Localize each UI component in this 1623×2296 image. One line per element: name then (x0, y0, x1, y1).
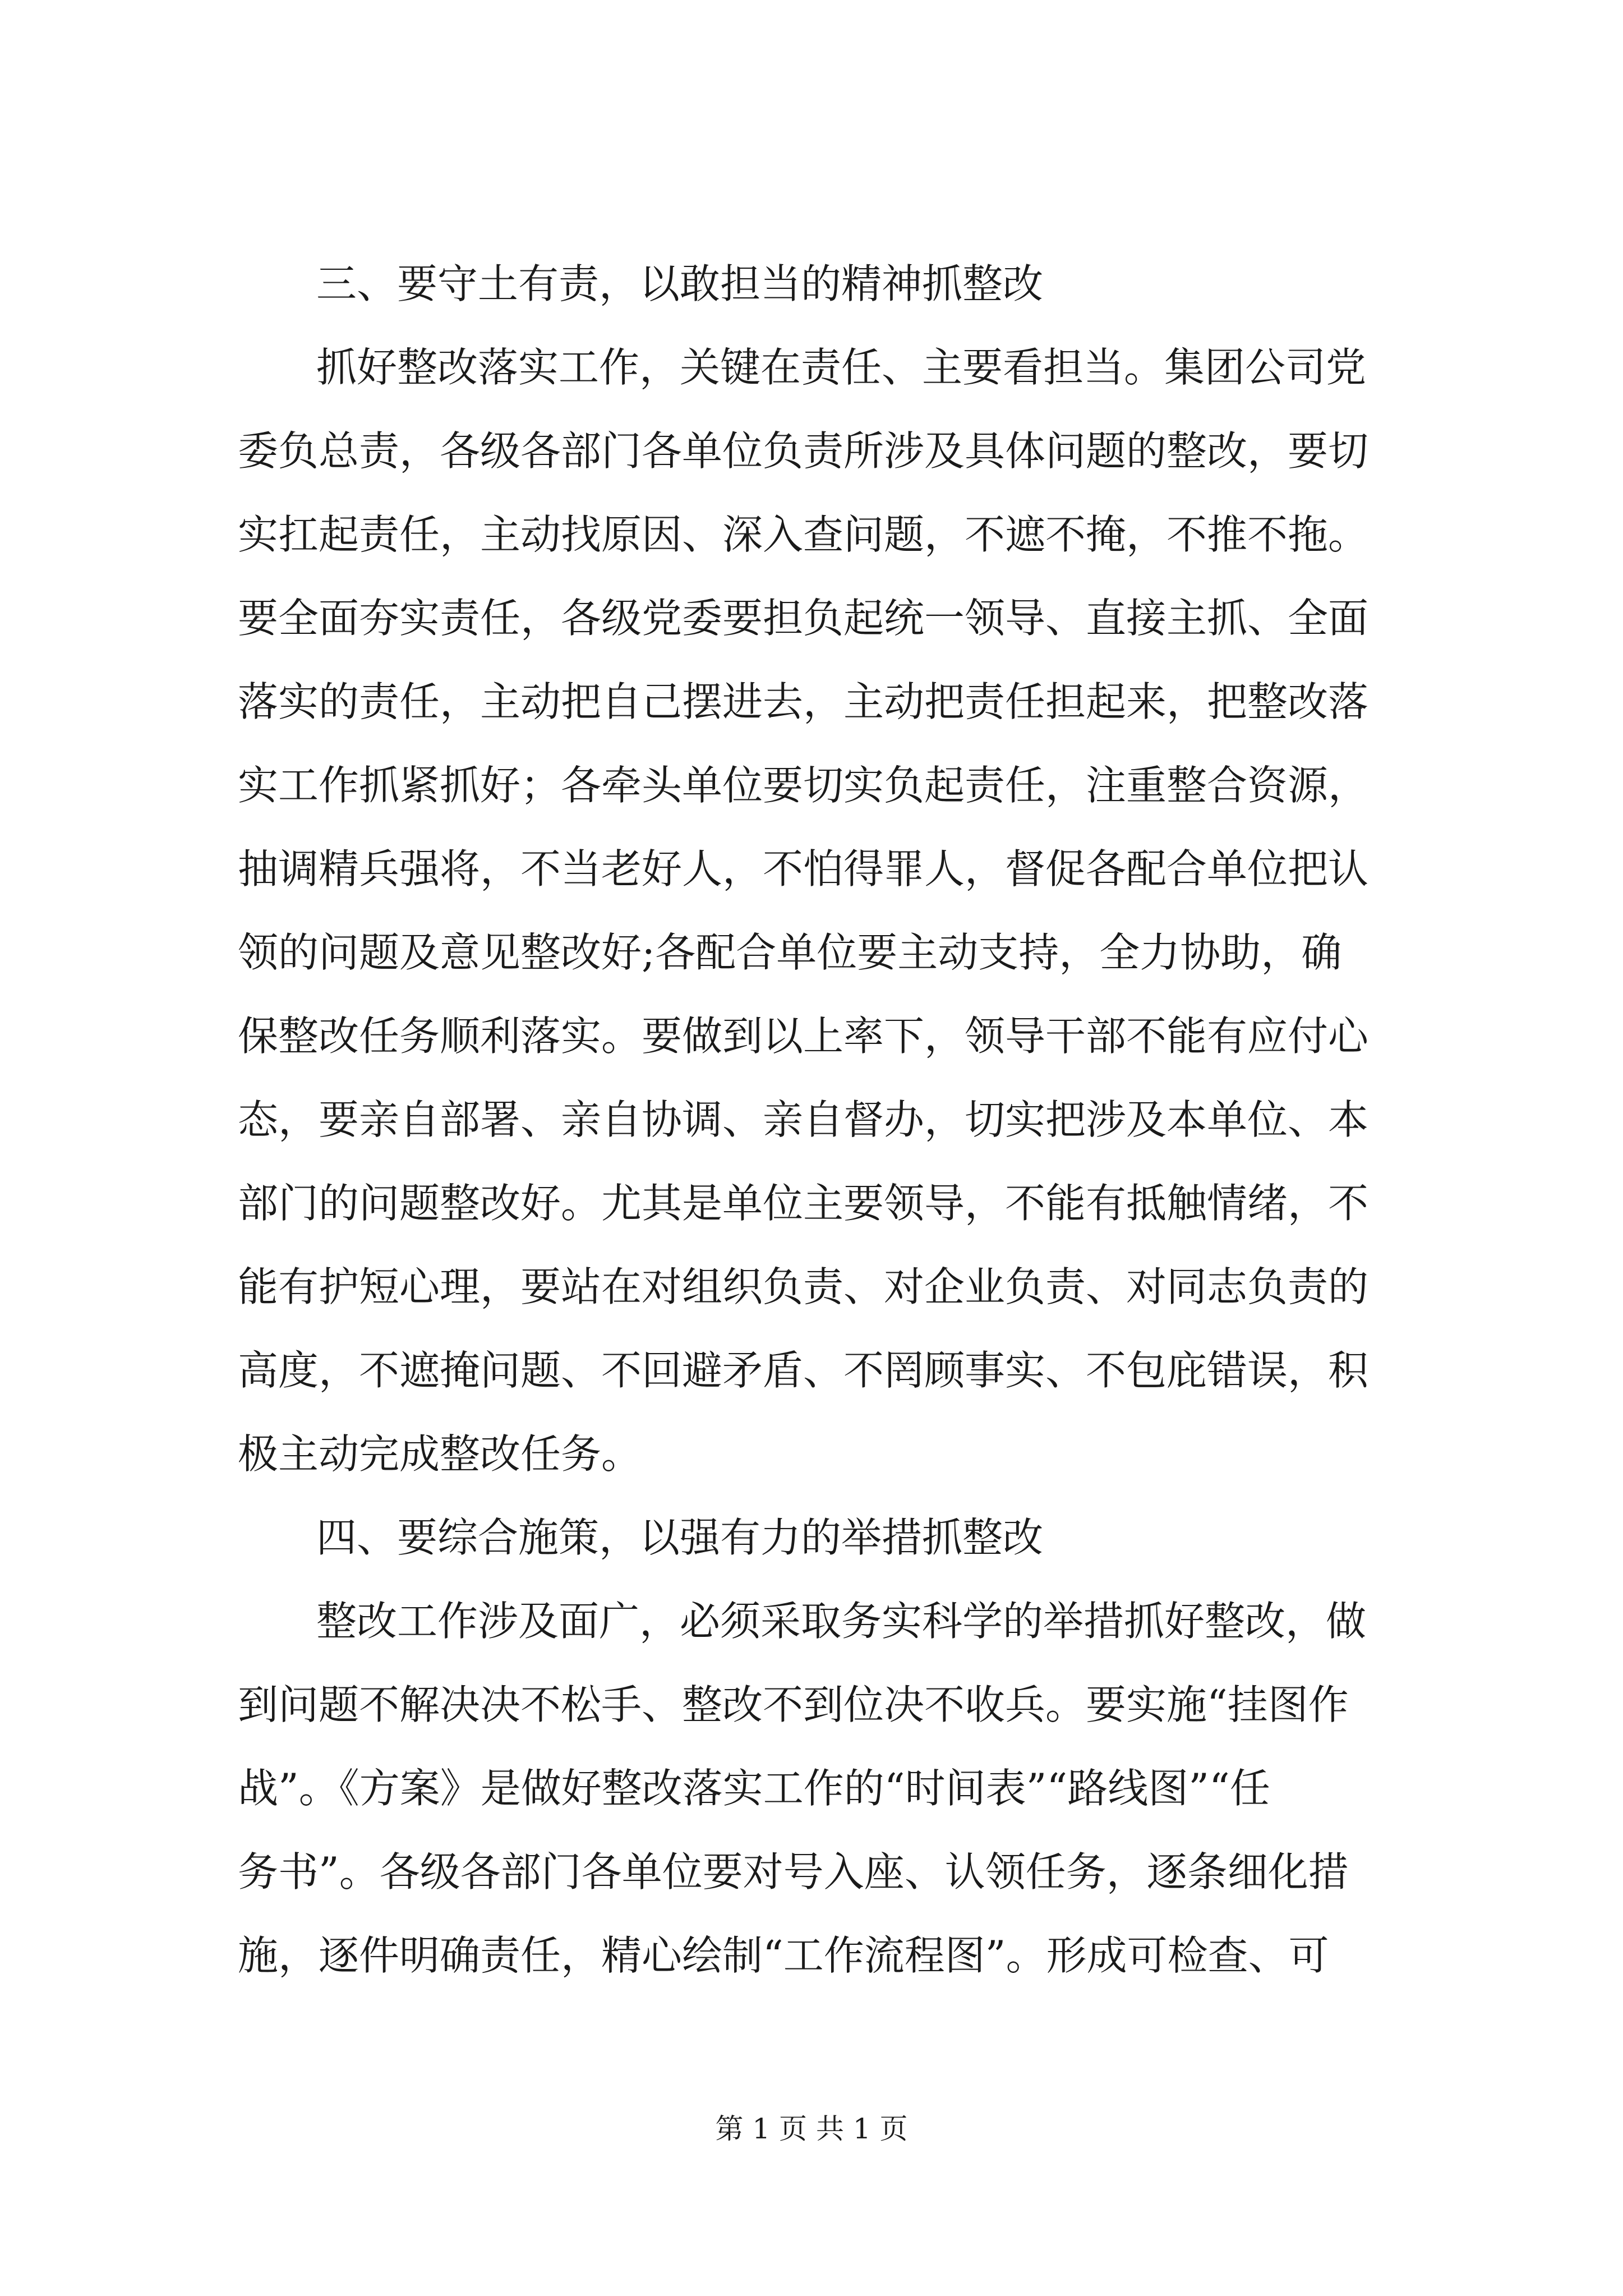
paragraph-line: 领的问题及意见整改好;各配合单位要主动支持，全力协助，确 (238, 929, 1342, 976)
paragraph-line: 实工作抓紧抓好；各牵头单位要切实负起责任，注重整合资源， (238, 762, 1369, 809)
paragraph-line: 高度，不遮掩问题、不回避矛盾、不罔顾事实、不包庇错误，积 (238, 1347, 1369, 1394)
paragraph-line: 到问题不解决决不松手、整改不到位决不收兵。要实施“挂图作 (238, 1681, 1349, 1728)
document-body (238, 242, 1427, 1998)
paragraph-line: 施，逐件明确责任，精心绘制“工作流程图”。形成可检查、可 (238, 1932, 1329, 1979)
paragraph-line: 落实的责任，主动把自己摆进去，主动把责任担起来，把整改落 (238, 678, 1369, 725)
paragraph-line: 极主动完成整改任务。 (238, 1430, 642, 1478)
paragraph-line: 务书”。各级各部门各单位要对号入座、认领任务，逐条细化措 (238, 1848, 1349, 1895)
paragraph-line: 委负总责，各级各部门各单位负责所涉及具体问题的整改，要切 (238, 427, 1369, 475)
section-heading-4: 四、要综合施策，以强有力的举措抓整改 (316, 1514, 1044, 1561)
paragraph-line: 整改工作涉及面广，必须采取务实科学的举措抓好整改，做 (316, 1598, 1367, 1645)
paragraph-line: 实扛起责任，主动找原因、深入查问题，不遮不掩，不推不拖。 (238, 511, 1369, 558)
page-footer: 第 1 页 共 1 页 (715, 2113, 908, 2145)
paragraph-line: 能有护短心理，要站在对组织负责、对企业负责、对同志负责的 (238, 1263, 1369, 1310)
paragraph-line: 抓好整改落实工作，关键在责任、主要看担当。集团公司党 (316, 344, 1367, 391)
paragraph-line: 战”。《方案》是做好整改落实工作的“时间表”“路线图”“任 (238, 1765, 1270, 1812)
section-heading-3: 三、要守土有责，以敢担当的精神抓整改 (316, 260, 1044, 307)
paragraph-line: 部门的问题整改好。尤其是单位主要领导，不能有抵触情绪，不 (238, 1180, 1369, 1227)
paragraph-line: 保整改任务顺利落实。要做到以上率下，领导干部不能有应付心 (238, 1013, 1369, 1060)
paragraph-line: 要全面夯实责任，各级党委要担负起统一领导、直接主抓、全面 (238, 595, 1369, 642)
paragraph-line: 抽调精兵强将，不当老好人，不怕得罪人，督促各配合单位把认 (238, 845, 1369, 892)
paragraph-line: 态，要亲自部署、亲自协调、亲自督办，切实把涉及本单位、本 (238, 1096, 1369, 1143)
